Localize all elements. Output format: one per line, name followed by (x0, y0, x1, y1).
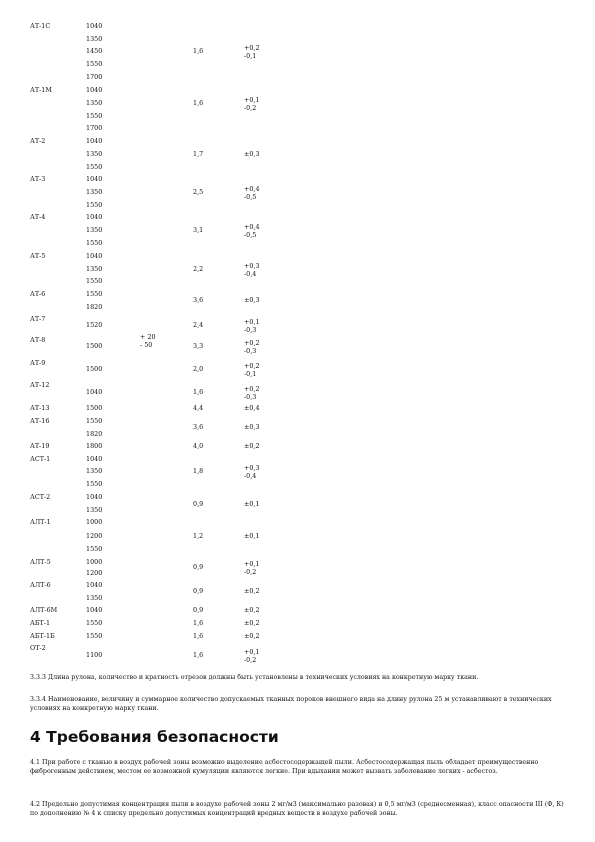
thickness-tolerance: +0,2 -0,3 (244, 385, 260, 401)
thickness: 1,6 (193, 619, 204, 627)
roll-width: 1040 (86, 22, 103, 30)
roll-width: 1200 (86, 532, 103, 540)
thickness: 1,6 (193, 632, 204, 640)
fabric-grade: АТ-1М (30, 86, 52, 94)
thickness-tolerance: +0,2 -0,1 (244, 44, 260, 60)
roll-width: 1550 (86, 290, 103, 298)
roll-width: 1550 (86, 239, 103, 247)
roll-width: 1550 (86, 201, 103, 209)
thickness: 2,0 (193, 365, 204, 373)
fabric-grade: АЛТ-6 (30, 581, 51, 589)
fabric-grade: АТ-13 (30, 404, 50, 412)
roll-width: 1350 (86, 226, 103, 234)
thickness-tolerance: +0,2 -0,3 (244, 339, 260, 355)
roll-width: 1350 (86, 467, 103, 475)
roll-width: 1040 (86, 606, 103, 614)
roll-width: 1550 (86, 619, 103, 627)
thickness: 2,2 (193, 265, 204, 273)
fabric-grade: ОТ-2 (30, 644, 46, 652)
fabric-grade: АБТ-1Б (30, 632, 55, 640)
thickness: 0,9 (193, 606, 204, 614)
paragraph-3-3-3: 3.3.3 Длина рулона, количество и кратность отрезов должны быть установлены в технических условиях на конкретную марку ткани. (30, 674, 479, 681)
fabric-grade: АТ-12 (30, 381, 50, 389)
roll-width: 1550 (86, 632, 103, 640)
thickness-tolerance: ±0,2 (244, 606, 260, 614)
thickness: 1,7 (193, 150, 204, 158)
roll-width: 1040 (86, 213, 103, 221)
fabric-grade: АЛТ-1 (30, 518, 51, 526)
fabric-grade: АСТ-1 (30, 455, 51, 463)
thickness-tolerance: +0,1 -0,2 (244, 648, 260, 664)
fabric-grade: АЛТ-5 (30, 558, 51, 566)
fabric-grade: АТ-16 (30, 417, 50, 425)
thickness-tolerance: ±0,1 (244, 532, 260, 540)
thickness: 0,9 (193, 563, 204, 571)
fabric-grade: АТ-7 (30, 315, 46, 323)
thickness: 1,2 (193, 532, 204, 540)
roll-width: 1000 (86, 518, 103, 526)
roll-width: 1500 (86, 404, 103, 412)
thickness: 4,0 (193, 442, 204, 450)
thickness-tolerance: ±0,2 (244, 442, 260, 450)
thickness-tolerance: ±0,2 (244, 619, 260, 627)
roll-width: 1550 (86, 277, 103, 285)
roll-width: 1550 (86, 163, 103, 171)
paragraph-4-2: 4.2 Предельно допустимая концентрация пыли в воздухе рабочей зоны 2 мг/м3 (максимально разовая) и 0,5 мг/м3 (среднесменная), класс опасности III (Ф, К) по дополнению № 4 к списку предельно допустимых концентраций вредных веществ в воздухе рабочей зоны. (30, 801, 564, 817)
paragraph-3-3-4: 3.3.4 Наименование, величину и суммарное количество допускаемых тканных пороков внешнего вида на длину рулона 25 м устанавливают в технических условиях на конкретную марку ткани. (30, 696, 552, 712)
thickness-tolerance: +0,1 -0,3 (244, 318, 260, 334)
thickness: 1,6 (193, 388, 204, 396)
roll-width: 1040 (86, 137, 103, 145)
roll-width: 1700 (86, 73, 103, 81)
roll-width: 1550 (86, 112, 103, 120)
roll-width: 1350 (86, 35, 103, 43)
roll-width: 1350 (86, 265, 103, 273)
thickness: 2,5 (193, 188, 204, 196)
thickness-tolerance: ±0,3 (244, 296, 260, 304)
thickness-tolerance: ±0,3 (244, 150, 260, 158)
roll-width: 1800 (86, 442, 103, 450)
roll-width: 1820 (86, 430, 103, 438)
thickness-tolerance: +0,1 -0,2 (244, 96, 260, 112)
thickness-tolerance: +0,4 -0,5 (244, 223, 260, 239)
fabric-grade: АТ-5 (30, 252, 46, 260)
roll-width: 1040 (86, 455, 103, 463)
roll-width: 1350 (86, 594, 103, 602)
thickness-tolerance: ±0,2 (244, 587, 260, 595)
fabric-grade: АТ-19 (30, 442, 50, 450)
roll-width: 1550 (86, 545, 103, 553)
thickness-tolerance: ±0,2 (244, 632, 260, 640)
thickness-tolerance: +0,4 -0,5 (244, 185, 260, 201)
thickness-tolerance: +0,1 -0,2 (244, 560, 260, 576)
thickness-tolerance: +0,3 -0,4 (244, 464, 260, 480)
thickness: 4,4 (193, 404, 204, 412)
thickness-tolerance: ±0,4 (244, 404, 260, 412)
thickness: 3,3 (193, 342, 204, 350)
thickness: 1,6 (193, 47, 204, 55)
roll-width: 1550 (86, 417, 103, 425)
roll-width: 1100 (86, 651, 103, 659)
roll-width: 1040 (86, 252, 103, 260)
roll-width: 1040 (86, 493, 103, 501)
fabric-grade: АСТ-2 (30, 493, 51, 501)
fabric-grade: АЛТ-6М (30, 606, 58, 614)
roll-width: 1040 (86, 388, 103, 396)
thickness: 3,6 (193, 296, 204, 304)
roll-width: 1350 (86, 99, 103, 107)
fabric-grade: АТ-6 (30, 290, 46, 298)
fabric-grade: АТ-9 (30, 359, 46, 367)
paragraph-4-1: 4.1 При работе с тканью в воздух рабочей зоны возможно выделение асбестосодержащей пыли. Асбестосодержащая пыль обладает преимущественно фиброгенным действием, местом ее возможной кумуляции являются легкие. При вдыхании может вызвать заболевание легких - асбестоз. (30, 759, 539, 775)
roll-width: 1040 (86, 86, 103, 94)
roll-width: 1200 (86, 569, 103, 577)
roll-width: 1040 (86, 581, 103, 589)
length-tolerance: + 20 - 50 (140, 333, 156, 349)
roll-width: 1500 (86, 365, 103, 373)
fabric-grade: АТ-4 (30, 213, 46, 221)
section-heading-safety: 4 Требования безопасности (30, 728, 279, 746)
fabric-grade: АТ-2 (30, 137, 46, 145)
thickness: 1,8 (193, 467, 204, 475)
fabric-grade: АТ-8 (30, 336, 46, 344)
thickness-tolerance: ±0,3 (244, 423, 260, 431)
roll-width: 1040 (86, 175, 103, 183)
roll-width: 1000 (86, 558, 103, 566)
thickness: 3,6 (193, 423, 204, 431)
fabric-grade: АТ-1С (30, 22, 51, 30)
thickness: 1,6 (193, 99, 204, 107)
roll-width: 1700 (86, 124, 103, 132)
thickness-tolerance: ±0,1 (244, 500, 260, 508)
roll-width: 1350 (86, 150, 103, 158)
thickness: 0,9 (193, 587, 204, 595)
fabric-grade: АТ-3 (30, 175, 46, 183)
thickness: 1,6 (193, 651, 204, 659)
thickness: 3,1 (193, 226, 204, 234)
thickness-tolerance: +0,2 -0,1 (244, 362, 260, 378)
roll-width: 1520 (86, 321, 103, 329)
roll-width: 1820 (86, 303, 103, 311)
thickness-tolerance: +0,3 -0,4 (244, 262, 260, 278)
roll-width: 1550 (86, 60, 103, 68)
roll-width: 1350 (86, 188, 103, 196)
roll-width: 1550 (86, 480, 103, 488)
fabric-grade: АБТ-1 (30, 619, 51, 627)
roll-width: 1450 (86, 47, 103, 55)
thickness: 2,4 (193, 321, 204, 329)
roll-width: 1350 (86, 506, 103, 514)
roll-width: 1500 (86, 342, 103, 350)
thickness: 0,9 (193, 500, 204, 508)
